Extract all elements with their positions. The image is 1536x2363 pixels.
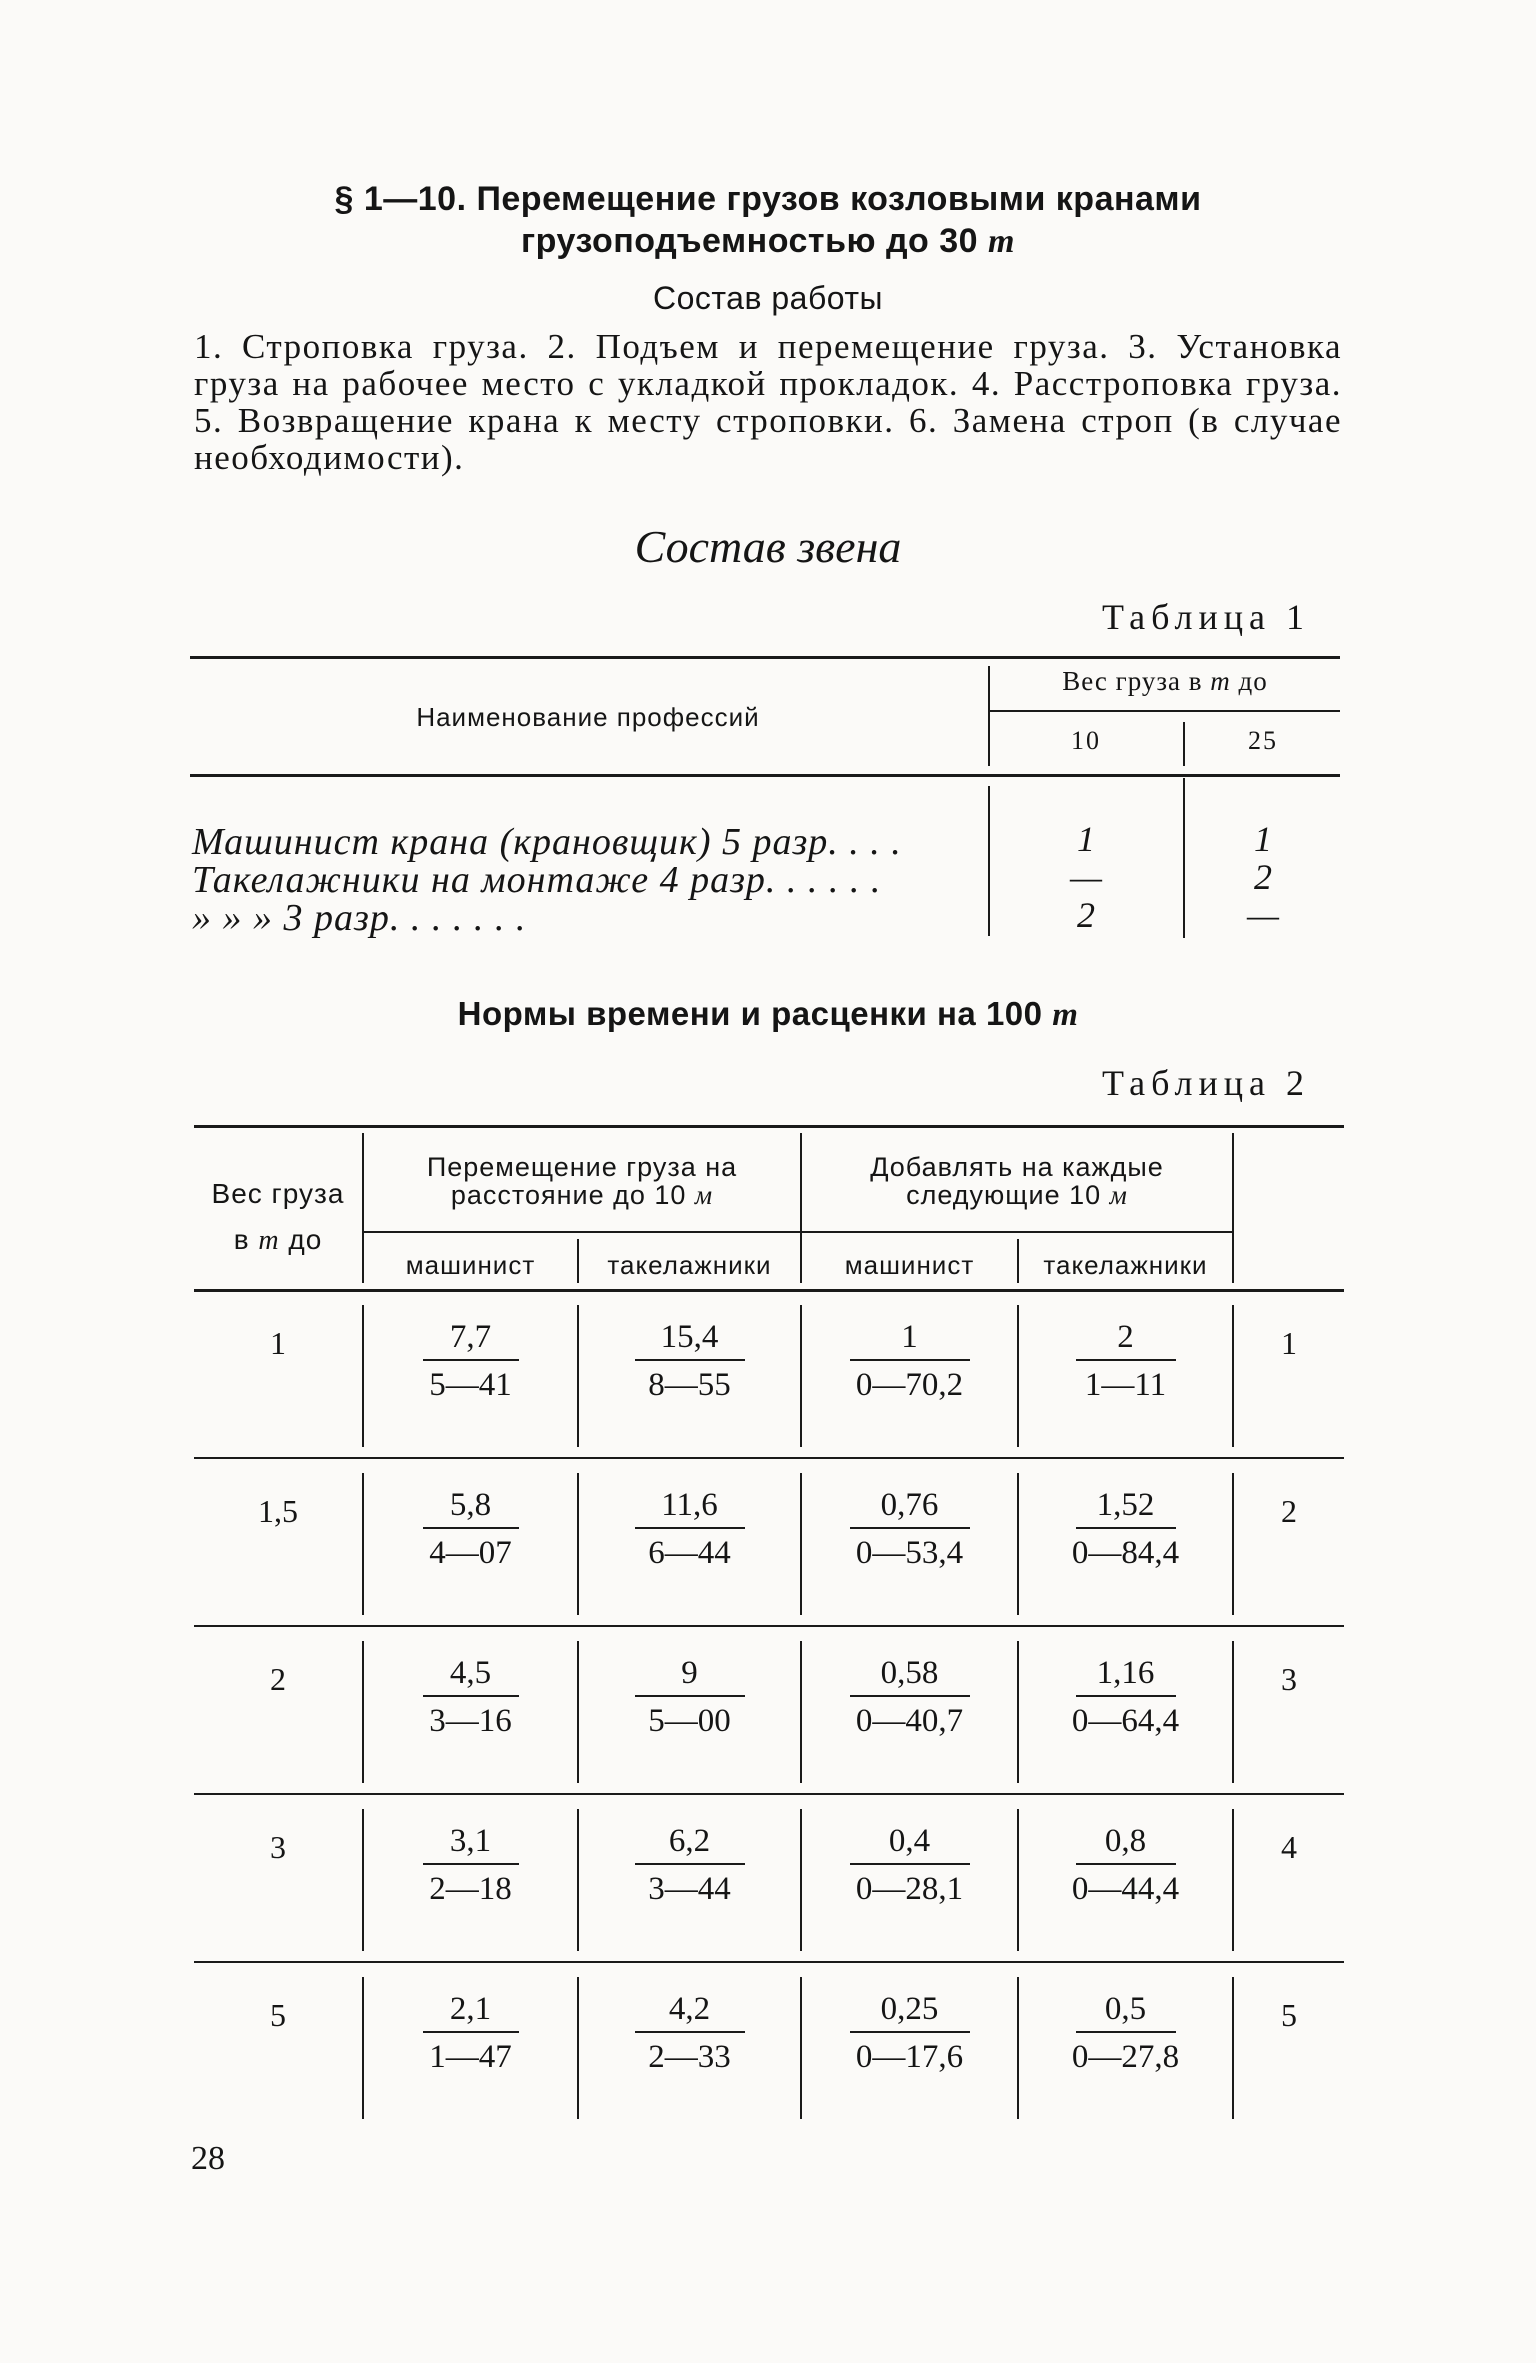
norm-cell bbox=[579, 1485, 800, 1573]
norm-cell bbox=[579, 1653, 800, 1741]
rule bbox=[190, 774, 1340, 777]
norm-cell bbox=[802, 1821, 1017, 1909]
rule bbox=[1232, 1641, 1234, 1783]
subheader-riggers: такелажники bbox=[607, 1250, 772, 1280]
row-index: 1 bbox=[1281, 1325, 1297, 1361]
crew-cell: — bbox=[1069, 857, 1102, 897]
fraction-bar bbox=[635, 2031, 745, 2033]
table1-label: Таблица 1 bbox=[1102, 597, 1310, 637]
norm-rate: 5—00 bbox=[648, 1703, 731, 1739]
crew-table bbox=[190, 656, 1340, 946]
row-index: 4 bbox=[1281, 1829, 1297, 1865]
fraction-bar bbox=[635, 1863, 745, 1865]
norm-rate: 8—55 bbox=[648, 1367, 731, 1403]
norm-cell bbox=[579, 1821, 800, 1909]
norm-time: 3,1 bbox=[449, 1823, 492, 1859]
rule bbox=[362, 1305, 364, 1447]
fraction-bar bbox=[423, 2031, 519, 2033]
norm-time: 0,8 bbox=[1104, 1823, 1147, 1859]
header-weight: Вес груза в т до bbox=[1062, 666, 1268, 696]
rule bbox=[1017, 1473, 1019, 1615]
fraction-bar bbox=[1076, 1359, 1176, 1361]
norm-rate: 0—84,4 bbox=[1071, 1535, 1180, 1571]
norm-time: 0,4 bbox=[888, 1823, 931, 1859]
section-title-line1: § 1—10. Перемещение грузов козловыми кранами bbox=[334, 180, 1202, 218]
rule bbox=[1232, 1133, 1234, 1283]
header-weight-10: 10 bbox=[1071, 726, 1101, 755]
rule bbox=[577, 1809, 579, 1951]
rule bbox=[1017, 1977, 1019, 2119]
norm-rate: 3—44 bbox=[648, 1871, 731, 1907]
rule bbox=[190, 656, 1340, 659]
norm-cell bbox=[802, 1653, 1017, 1741]
norm-cell bbox=[1019, 1989, 1232, 2077]
rule bbox=[194, 1289, 1344, 1292]
crew-row-name: » » » 3 разр. . . . . . . bbox=[192, 897, 527, 939]
norm-time: 1,52 bbox=[1096, 1487, 1155, 1523]
header-move: Перемещение груза на расстояние до 10 м bbox=[426, 1152, 738, 1210]
subheader-operator: машинист bbox=[844, 1250, 975, 1280]
rule bbox=[577, 1305, 579, 1447]
rule bbox=[1183, 722, 1185, 766]
subheader-riggers: такелажники bbox=[1043, 1250, 1208, 1280]
rule bbox=[1017, 1809, 1019, 1951]
norm-cell bbox=[364, 1821, 577, 1909]
crew-row-name: Машинист крана (крановщик) 5 разр. . . . bbox=[192, 821, 902, 863]
row-index: 2 bbox=[1281, 1493, 1297, 1529]
rule bbox=[1017, 1305, 1019, 1447]
subheader-operator: машинист bbox=[405, 1250, 536, 1280]
fraction-bar bbox=[1076, 2031, 1176, 2033]
norm-rate: 0—17,6 bbox=[855, 2039, 964, 2075]
norm-rate: 4—07 bbox=[429, 1535, 512, 1571]
rule bbox=[1183, 778, 1185, 938]
fraction-bar bbox=[635, 1695, 745, 1697]
fraction-bar bbox=[635, 1527, 745, 1529]
rule bbox=[988, 710, 1340, 712]
norms-title: Нормы времени и расценки на 100 т bbox=[457, 995, 1079, 1033]
norm-rate: 0—53,4 bbox=[855, 1535, 964, 1571]
norm-time: 0,76 bbox=[880, 1487, 939, 1523]
rule bbox=[362, 1473, 364, 1615]
norm-cell bbox=[364, 1485, 577, 1573]
rule bbox=[194, 1457, 1344, 1459]
norm-time: 1 bbox=[901, 1319, 918, 1355]
rule bbox=[800, 1641, 802, 1783]
norm-time: 0,5 bbox=[1104, 1991, 1147, 2027]
norm-rate: 1—47 bbox=[429, 2039, 512, 2075]
norm-cell bbox=[1019, 1317, 1232, 1405]
norm-time: 6,2 bbox=[668, 1823, 711, 1859]
rule bbox=[194, 1961, 1344, 1963]
rule bbox=[1232, 1473, 1234, 1615]
norm-cell bbox=[364, 1317, 577, 1405]
row-weight: 3 bbox=[270, 1829, 286, 1865]
crew-cell: 2 bbox=[1254, 857, 1272, 897]
rule bbox=[577, 1977, 579, 2119]
rule bbox=[362, 1809, 364, 1951]
row-weight: 1 bbox=[270, 1325, 286, 1361]
norm-cell bbox=[1019, 1485, 1232, 1573]
rule bbox=[1017, 1641, 1019, 1783]
norm-time: 0,25 bbox=[880, 1991, 939, 2027]
norm-rate: 2—18 bbox=[429, 1871, 512, 1907]
row-index: 3 bbox=[1281, 1661, 1297, 1697]
rule bbox=[577, 1473, 579, 1615]
fraction-bar bbox=[1076, 1527, 1176, 1529]
crew-cell: 1 bbox=[1077, 819, 1095, 859]
fraction-bar bbox=[1076, 1695, 1176, 1697]
fraction-bar bbox=[423, 1863, 519, 1865]
norm-rate: 0—70,2 bbox=[855, 1367, 964, 1403]
norm-rate: 0—40,7 bbox=[855, 1703, 964, 1739]
rule bbox=[194, 1125, 1344, 1128]
norm-time: 11,6 bbox=[661, 1487, 718, 1523]
section-title bbox=[180, 178, 1356, 263]
rule bbox=[800, 1809, 802, 1951]
norm-time: 1,16 bbox=[1096, 1655, 1155, 1691]
norm-time: 9 bbox=[681, 1655, 698, 1691]
header-add: Добавлять на каждые следующие 10 м bbox=[870, 1152, 1164, 1210]
rule bbox=[362, 1641, 364, 1783]
fraction-bar bbox=[850, 1359, 970, 1361]
norm-rate: 5—41 bbox=[429, 1367, 512, 1403]
norm-time: 5,8 bbox=[449, 1487, 492, 1523]
norm-cell bbox=[1019, 1821, 1232, 1909]
rule bbox=[362, 1231, 1232, 1233]
rule bbox=[1232, 1977, 1234, 2119]
fraction-bar bbox=[1076, 1863, 1176, 1865]
header-profession: Наименование профессий bbox=[416, 702, 760, 732]
rule bbox=[800, 1473, 802, 1615]
fraction-bar bbox=[850, 1863, 970, 1865]
norm-rate: 0—44,4 bbox=[1071, 1871, 1180, 1907]
fraction-bar bbox=[850, 2031, 970, 2033]
fraction-bar bbox=[423, 1359, 519, 1361]
norm-time: 4,2 bbox=[668, 1991, 711, 2027]
work-composition-heading: Состав работы bbox=[652, 280, 884, 316]
section-title-line2: грузоподъемностью до 30 т bbox=[521, 222, 1015, 260]
norm-cell bbox=[1019, 1653, 1232, 1741]
norms-table bbox=[194, 1125, 1344, 2135]
norm-cell bbox=[802, 1317, 1017, 1405]
row-weight: 5 bbox=[270, 1997, 286, 2033]
header-weight: Вес груза в т до bbox=[211, 1178, 345, 1256]
row-weight: 1,5 bbox=[258, 1493, 298, 1529]
crew-title: Состав звена bbox=[634, 521, 902, 572]
norm-time: 2,1 bbox=[449, 1991, 492, 2027]
row-weight: 2 bbox=[270, 1661, 286, 1697]
norm-time: 4,5 bbox=[449, 1655, 492, 1691]
norm-rate: 6—44 bbox=[648, 1535, 731, 1571]
norm-cell bbox=[579, 1989, 800, 2077]
fraction-bar bbox=[423, 1695, 519, 1697]
rule bbox=[1232, 1809, 1234, 1951]
rule bbox=[577, 1641, 579, 1783]
norm-time: 7,7 bbox=[449, 1319, 492, 1355]
fraction-bar bbox=[850, 1695, 970, 1697]
rule bbox=[800, 1977, 802, 2119]
norm-cell bbox=[579, 1317, 800, 1405]
norm-rate: 0—27,8 bbox=[1071, 2039, 1180, 2075]
rule bbox=[194, 1625, 1344, 1627]
rule bbox=[1232, 1305, 1234, 1447]
norm-cell bbox=[802, 1485, 1017, 1573]
norm-rate: 0—28,1 bbox=[855, 1871, 964, 1907]
rule bbox=[800, 1305, 802, 1447]
rule bbox=[362, 1977, 364, 2119]
fraction-bar bbox=[850, 1527, 970, 1529]
norm-time: 2 bbox=[1117, 1319, 1134, 1355]
norm-cell bbox=[364, 1989, 577, 2077]
norm-time: 0,58 bbox=[880, 1655, 939, 1691]
norm-rate: 3—16 bbox=[429, 1703, 512, 1739]
fraction-bar bbox=[635, 1359, 745, 1361]
norm-cell bbox=[364, 1653, 577, 1741]
crew-cell: 1 bbox=[1254, 819, 1272, 859]
norm-rate: 2—33 bbox=[648, 2039, 731, 2075]
crew-cell: 2 bbox=[1077, 895, 1095, 935]
norm-rate: 0—64,4 bbox=[1071, 1703, 1180, 1739]
crew-cell: — bbox=[1246, 895, 1279, 935]
norm-rate: 1—11 bbox=[1084, 1367, 1167, 1403]
rule bbox=[194, 1793, 1344, 1795]
table2-label: Таблица 2 bbox=[1102, 1063, 1310, 1103]
header-weight-25: 25 bbox=[1248, 726, 1278, 755]
fraction-bar bbox=[423, 1527, 519, 1529]
norm-cell bbox=[802, 1989, 1017, 2077]
row-index: 5 bbox=[1281, 1997, 1297, 2033]
norm-time: 15,4 bbox=[660, 1319, 719, 1355]
page-number: 28 bbox=[191, 2140, 225, 2177]
crew-row-name: Такелажники на монтаже 4 разр. . . . . . bbox=[192, 859, 882, 901]
work-composition-text: 1. Строповка груза. 2. Подъем и перемещение груза. 3. Установка груза на рабочее место с укладкой прокладок. 4. Расстроповка груза. 5. Возвращение крана к месту строповки. 6. Замена строп (в случае необходимости). bbox=[194, 327, 1342, 477]
